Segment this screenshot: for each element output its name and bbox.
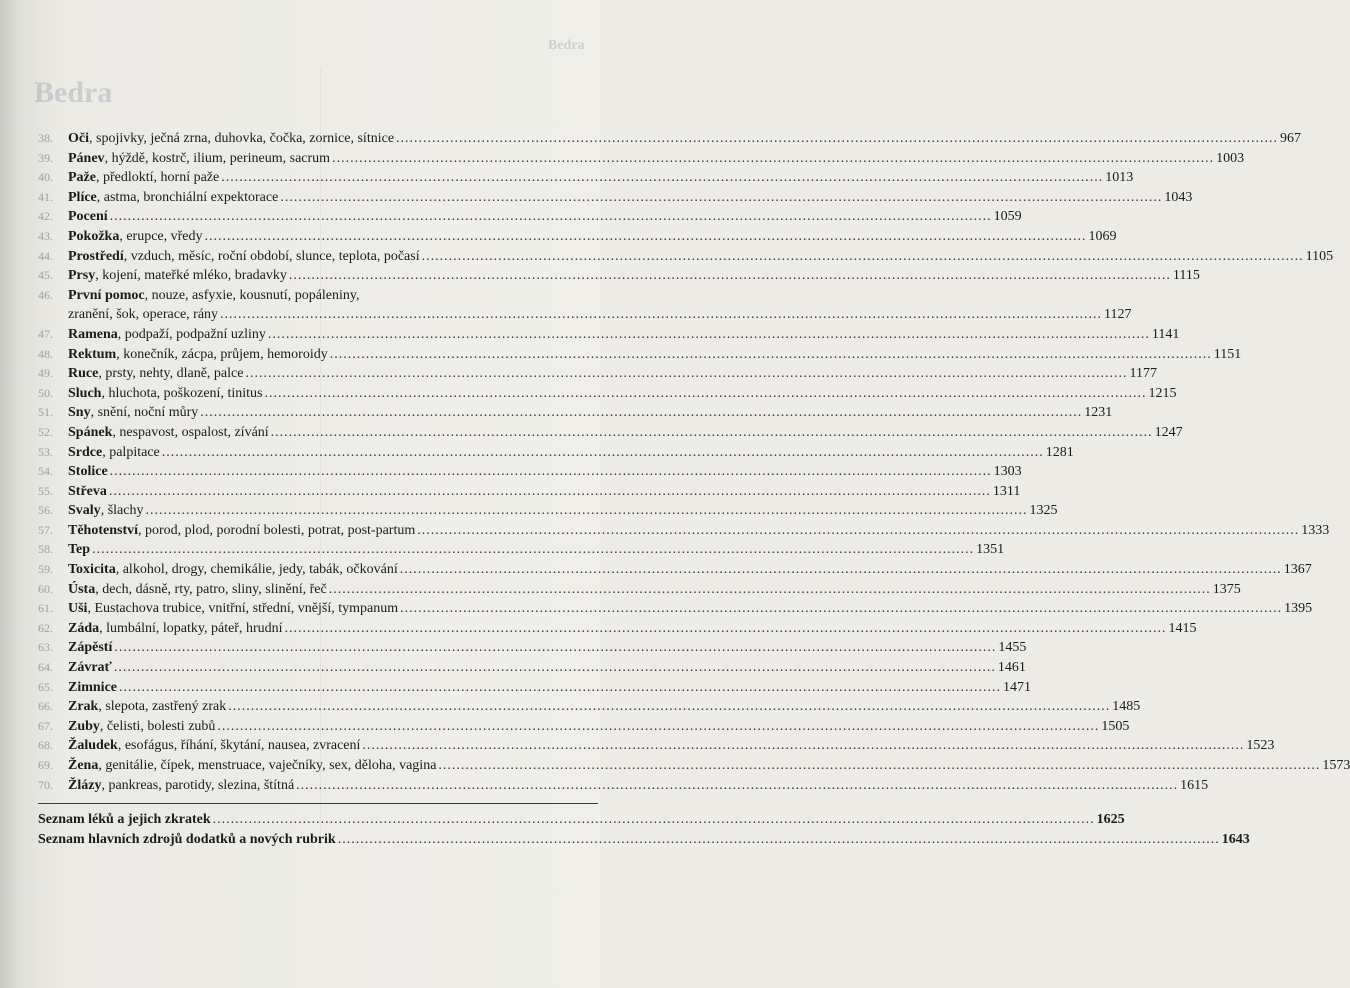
toc-row[interactable]	[38, 227, 1117, 247]
toc-row[interactable]	[38, 364, 1157, 384]
dot-leader	[400, 599, 1282, 619]
entry-number: 70.	[38, 777, 53, 792]
entry-subtopics: , erupce, vředy	[119, 228, 203, 244]
entry-heading: Záda	[68, 620, 100, 636]
entry-text	[68, 482, 107, 502]
toc-row[interactable]	[38, 540, 1005, 560]
entry-number: 64.	[38, 660, 53, 675]
page-number: 1455	[998, 640, 1027, 656]
page-number: 1415	[1168, 620, 1197, 636]
entry-heading: Tep	[68, 542, 91, 558]
toc-row[interactable]	[38, 266, 1200, 286]
entry-heading: Závrať	[68, 660, 112, 676]
entry-subtopics: , vzduch, měsíc, roční období, slunce, teplota, počasí	[123, 248, 420, 264]
page-number: 1069	[1088, 228, 1117, 244]
page-number: 1615	[1180, 777, 1209, 793]
entry-number: 55.	[38, 483, 53, 498]
entry-number: 56.	[38, 503, 53, 518]
entry-text	[68, 736, 360, 756]
entry-text	[68, 403, 198, 423]
entry-heading: Ramena	[68, 326, 118, 342]
entry-subtopics: , Eustachova trubice, vnitřní, střední, vnější, tympanum	[87, 601, 399, 617]
toc-row[interactable]	[38, 345, 1242, 365]
page-number: 1461	[997, 660, 1026, 676]
page-number: 1505	[1101, 718, 1130, 734]
entry-subtopics: , alkohol, drogy, chemikálie, jedy, tabák, očkování	[115, 562, 398, 578]
dot-leader	[200, 403, 1082, 423]
entry-text	[68, 599, 398, 619]
entry-subtopics: , lumbální, lopatky, páteř, hrudní	[99, 620, 283, 636]
page-number: 1127	[1104, 307, 1132, 323]
dot-leader	[114, 638, 996, 658]
dot-leader	[110, 462, 992, 482]
dot-leader	[114, 658, 996, 678]
entry-number: 59.	[38, 562, 53, 577]
entry-number: 50.	[38, 385, 53, 400]
page-number: 1115	[1172, 268, 1200, 284]
dot-leader	[109, 482, 991, 502]
entry-text	[68, 423, 269, 443]
dot-leader	[268, 325, 1150, 345]
entry-subtopics: , astma, bronchiální expektorace	[96, 189, 279, 205]
entry-subtopics: , hluchota, poškození, tinitus	[101, 385, 263, 401]
toc-row[interactable]	[38, 736, 1275, 756]
dot-leader	[92, 540, 974, 560]
toc-row[interactable]	[38, 776, 1209, 796]
section-divider	[38, 803, 598, 804]
page-number: 1395	[1284, 601, 1313, 617]
entry-number: 45.	[38, 268, 53, 283]
dot-leader	[119, 678, 1001, 698]
entry-heading: Zrak	[68, 699, 99, 715]
entry-number: 62.	[38, 620, 53, 635]
entry-text	[68, 325, 266, 345]
entry-heading: Střeva	[68, 483, 107, 499]
entry-number: 57.	[38, 522, 53, 537]
entry-heading: Sluch	[68, 385, 102, 401]
entry-number: 60.	[38, 581, 53, 596]
page-number: 1643	[1221, 832, 1250, 848]
toc-row[interactable]	[38, 580, 1241, 600]
page-number: 1303	[993, 464, 1022, 480]
toc-row[interactable]	[38, 423, 1183, 443]
entry-text	[68, 288, 360, 303]
entry-subtopics-continued: zranění, šok, operace, rány	[68, 307, 219, 323]
page-number: 1367	[1283, 562, 1312, 578]
page-number: 1523	[1246, 738, 1275, 754]
entry-subtopics: , předloktí, horní paže	[95, 170, 220, 186]
dot-leader	[264, 384, 1146, 404]
page-number: 1003	[1216, 150, 1245, 166]
page-number: 1325	[1029, 503, 1058, 519]
entry-heading: Ruce	[68, 366, 99, 382]
dot-leader	[296, 776, 1178, 796]
page-number: 1151	[1213, 346, 1242, 362]
entry-subtopics: , čelisti, bolesti zubů	[99, 718, 216, 734]
toc-row[interactable]	[38, 462, 1022, 482]
entry-number: 39.	[38, 150, 53, 165]
summary-label: Seznam hlavních zdrojů dodatků a nových rubrik	[38, 832, 336, 848]
toc-entries	[38, 129, 1350, 795]
entry-text	[68, 638, 112, 658]
entry-text	[68, 364, 243, 384]
entry-subtopics: , dech, dásně, rty, patro, sliny, slinění, řeč	[95, 581, 327, 597]
entry-text	[68, 697, 226, 717]
dot-leader	[280, 188, 1162, 208]
entry-heading: Paže	[68, 170, 96, 186]
page-number: 1013	[1105, 170, 1134, 186]
entry-number: 48.	[38, 346, 53, 361]
page-number: 1351	[976, 542, 1005, 558]
entry-heading: Ústa	[68, 581, 96, 597]
entry-number: 52.	[38, 424, 53, 439]
entry-text	[68, 188, 278, 208]
entry-heading: Pocení	[68, 209, 108, 225]
entry-text	[68, 717, 215, 737]
entry-text	[68, 756, 436, 776]
entry-heading: Oči	[68, 131, 89, 146]
page-number: 1573	[1322, 758, 1350, 773]
page-number: 1141	[1151, 326, 1180, 342]
entry-subtopics: , esofágus, říhání, škytání, nausea, zvracení	[117, 738, 361, 754]
dot-leader	[396, 129, 1278, 149]
toc-row[interactable]	[38, 168, 1134, 188]
entry-number: 61.	[38, 601, 53, 616]
entry-text	[68, 207, 108, 227]
entry-text	[68, 658, 112, 678]
entry-subtopics: , porod, plod, porodní bolesti, potrat, post-partum	[138, 522, 416, 538]
toc-row[interactable]	[38, 482, 1021, 502]
dot-leader	[422, 247, 1304, 267]
entry-text	[68, 149, 330, 169]
toc-row[interactable]	[38, 325, 1180, 345]
dot-leader	[362, 736, 1244, 756]
entry-heading: Pokožka	[68, 228, 120, 244]
toc-row[interactable]	[38, 756, 1350, 776]
entry-subtopics: , podpaží, podpažní uzliny	[117, 326, 266, 342]
entry-heading: Svaly	[68, 503, 101, 519]
toc-row[interactable]	[38, 501, 1058, 521]
dot-leader	[285, 619, 1167, 639]
dot-leader	[271, 423, 1153, 443]
entry-text	[68, 266, 287, 286]
dot-leader	[205, 227, 1087, 247]
toc-row[interactable]	[38, 247, 1334, 267]
entry-text	[68, 227, 203, 247]
entry-heading: Žaludek	[68, 738, 118, 754]
entry-heading: Toxicita	[68, 562, 116, 578]
entry-heading: První pomoc	[68, 287, 145, 303]
dot-leader	[332, 149, 1214, 169]
entry-heading: Žlázy	[68, 777, 102, 793]
entry-number: 69.	[38, 758, 53, 772]
toc-row[interactable]	[38, 678, 1031, 698]
entry-number: 53.	[38, 444, 53, 459]
toc-row[interactable]	[38, 560, 1312, 580]
entry-heading: Rektum	[68, 346, 117, 362]
entry-subtopics: , konečník, zácpa, průjem, hemoroidy	[116, 346, 328, 362]
toc-row[interactable]	[38, 286, 1132, 325]
page-number: 1471	[1003, 679, 1031, 695]
entry-text	[68, 619, 283, 639]
entry-heading: Prostředí	[68, 248, 124, 264]
dot-leader	[145, 501, 1027, 521]
page-number: 1247	[1154, 424, 1183, 440]
summary-label: Seznam léků a jejich zkratek	[38, 812, 211, 828]
dot-leader	[110, 207, 992, 227]
entry-text	[68, 129, 394, 149]
dot-leader	[400, 560, 1282, 580]
entry-text	[68, 521, 415, 541]
entry-heading: Srdce	[68, 444, 103, 460]
dot-leader	[162, 443, 1044, 463]
entry-subtopics: , kojení, mateřké mléko, bradavky	[95, 268, 287, 284]
entry-heading: Sny	[68, 405, 91, 421]
entry-number: 42.	[38, 209, 53, 224]
entry-text	[68, 776, 294, 796]
toc-row[interactable]	[38, 207, 1022, 227]
entry-heading: Zimnice	[68, 679, 117, 695]
entry-text	[68, 678, 117, 698]
toc-row[interactable]	[38, 619, 1197, 639]
dot-leader	[213, 810, 1095, 830]
entry-text	[68, 580, 327, 600]
page-number: 1059	[993, 209, 1022, 225]
entry-subtopics: , pankreas, parotidy, slezina, štítná	[101, 777, 295, 793]
entry-number: 44.	[38, 248, 53, 263]
entry-subtopics: , nespavost, ospalost, zívání	[112, 424, 269, 440]
dot-leader	[217, 717, 1099, 737]
entry-number: 58.	[38, 542, 53, 557]
toc-row[interactable]	[38, 599, 1313, 619]
entry-heading: Těhotenství	[68, 522, 138, 538]
table-of-contents	[38, 129, 1350, 850]
entry-number: 46.	[38, 287, 53, 302]
summary-row[interactable]	[38, 810, 1125, 830]
toc-row[interactable]	[38, 188, 1193, 208]
entry-number: 65.	[38, 679, 53, 694]
dot-leader	[417, 521, 1299, 541]
entry-text	[68, 168, 219, 188]
toc-row[interactable]	[38, 403, 1113, 423]
toc-row[interactable]	[38, 149, 1245, 169]
page-number: 1485	[1112, 699, 1141, 715]
entry-number: 54.	[38, 464, 53, 479]
entry-heading: Uši	[68, 601, 88, 617]
page-number: 1625	[1096, 812, 1125, 828]
toc-row[interactable]	[38, 384, 1177, 404]
entry-text	[68, 560, 398, 580]
entry-subtopics: , slepota, zastřený zrak	[98, 699, 227, 715]
entry-text	[68, 384, 262, 404]
dot-leader	[245, 364, 1127, 384]
entry-subtopics: , šlachy	[100, 503, 144, 519]
entry-heading: Spánek	[68, 424, 113, 440]
entry-subtopics: , snění, noční můry	[90, 405, 199, 421]
page-number: 1281	[1045, 444, 1074, 460]
dot-leader	[438, 756, 1320, 776]
entry-subtopics: , spojivky, ječná zrna, duhovka, čočka, zornice, sítnice	[89, 131, 395, 146]
dot-leader	[338, 830, 1220, 850]
entry-text	[68, 501, 143, 521]
entry-subtopics: , prsty, nehty, dlaně, palce	[98, 366, 244, 382]
entry-text	[68, 247, 420, 267]
entry-text	[68, 540, 90, 560]
entry-number: 40.	[38, 170, 53, 185]
entry-heading: Zuby	[68, 718, 100, 734]
toc-row[interactable]	[38, 658, 1026, 678]
page-number: 1177	[1129, 366, 1157, 382]
dot-leader	[220, 305, 1102, 325]
entry-number: 68.	[38, 738, 53, 753]
entry-number: 47.	[38, 326, 53, 341]
page-number: 1043	[1164, 189, 1193, 205]
summary-row[interactable]	[38, 830, 1250, 850]
page-number: 1231	[1084, 405, 1113, 421]
page-number: 1105	[1305, 248, 1334, 264]
entry-text	[68, 462, 108, 482]
entry-heading: Stolice	[68, 464, 108, 480]
page-number: 1215	[1148, 385, 1177, 401]
entry-number: 43.	[38, 228, 53, 243]
toc-row[interactable]	[38, 638, 1027, 658]
bleed-through-title: Bedra	[34, 76, 113, 109]
entry-number: 66.	[38, 699, 53, 714]
page-number: 1333	[1301, 522, 1330, 538]
page-number: 1311	[992, 483, 1021, 499]
toc-row[interactable]	[38, 443, 1074, 463]
entry-number: 41.	[38, 189, 53, 204]
page-number: 967	[1280, 131, 1302, 146]
entry-subtopics: , hýždě, kostrč, ilium, perineum, sacrum	[104, 150, 331, 166]
entry-heading: Prsy	[68, 268, 96, 284]
page-number: 1375	[1212, 581, 1241, 597]
dot-leader	[329, 580, 1211, 600]
bleed-through-header: Bedra	[548, 38, 585, 53]
entry-number: 49.	[38, 366, 53, 381]
entry-subtopics: , nouze, asfyxie, kousnutí, popáleniny,	[144, 287, 360, 303]
toc-summary	[38, 810, 1250, 850]
entry-text	[68, 345, 328, 365]
entry-heading: Plíce	[68, 189, 97, 205]
entry-heading: Zápěstí	[68, 640, 113, 656]
entry-subtopics: , palpitace	[102, 444, 160, 460]
toc-row[interactable]	[38, 717, 1130, 737]
entry-text	[68, 443, 160, 463]
toc-row[interactable]	[38, 521, 1330, 541]
toc-row[interactable]	[38, 129, 1302, 149]
entry-heading: Pánev	[68, 150, 105, 166]
dot-leader	[228, 697, 1110, 717]
entry-number: 51.	[38, 405, 53, 420]
entry-number: 67.	[38, 718, 53, 733]
entry-number: 38.	[38, 131, 53, 145]
dot-leader	[221, 168, 1103, 188]
entry-heading: Žena	[68, 758, 99, 773]
dot-leader	[289, 266, 1171, 286]
toc-row[interactable]	[38, 697, 1141, 717]
entry-subtopics: , genitálie, čípek, menstruace, vaječníky, sex, děloha, vagina	[98, 758, 437, 773]
entry-number: 63.	[38, 640, 53, 655]
dot-leader	[330, 345, 1212, 365]
